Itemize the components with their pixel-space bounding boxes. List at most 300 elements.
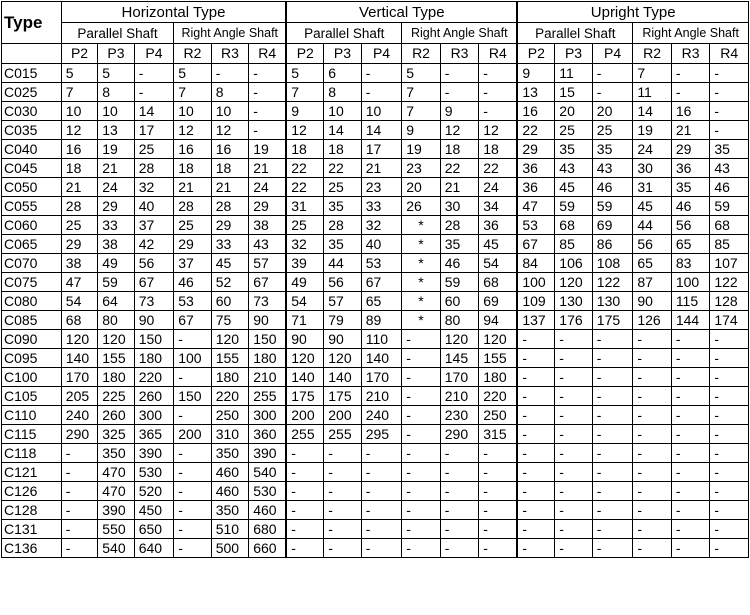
table-cell: 80 bbox=[440, 311, 479, 330]
table-cell: 69 bbox=[479, 292, 518, 311]
table-cell: - bbox=[517, 330, 554, 349]
table-cell: 43 bbox=[555, 159, 592, 178]
table-cell: 59 bbox=[98, 273, 134, 292]
table-cell: 22 bbox=[440, 159, 479, 178]
table-cell: 175 bbox=[592, 311, 633, 330]
column-header-r4: R4 bbox=[249, 44, 287, 64]
table-cell: 180 bbox=[98, 368, 134, 387]
table-cell: 9 bbox=[517, 64, 554, 83]
table-cell: 12 bbox=[211, 121, 248, 140]
table-cell: - bbox=[710, 482, 749, 501]
row-type-label: C025 bbox=[2, 83, 62, 102]
table-cell: 650 bbox=[134, 520, 174, 539]
table-cell: 640 bbox=[134, 539, 174, 558]
table-cell: - bbox=[633, 425, 672, 444]
table-cell: 200 bbox=[324, 406, 361, 425]
table-cell: - bbox=[517, 463, 554, 482]
table-cell: - bbox=[671, 330, 710, 349]
table-cell: - bbox=[555, 387, 592, 406]
table-cell: - bbox=[592, 368, 633, 387]
table-cell: 46 bbox=[710, 178, 749, 197]
table-cell: - bbox=[402, 368, 441, 387]
table-cell: 52 bbox=[211, 273, 248, 292]
header-row-shafts bbox=[2, 23, 749, 44]
table-cell: 59 bbox=[710, 197, 749, 216]
table-cell: 175 bbox=[286, 387, 323, 406]
table-cell: 120 bbox=[211, 330, 248, 349]
table-cell: 21 bbox=[440, 178, 479, 197]
table-cell: 29 bbox=[61, 235, 97, 254]
table-cell: 21 bbox=[361, 159, 402, 178]
table-cell: - bbox=[633, 368, 672, 387]
table-cell: 110 bbox=[361, 330, 402, 349]
table-cell: 155 bbox=[479, 349, 518, 368]
table-cell: 660 bbox=[249, 539, 287, 558]
table-cell: 120 bbox=[479, 330, 518, 349]
table-cell: 450 bbox=[134, 501, 174, 520]
table-cell: 150 bbox=[134, 330, 174, 349]
table-cell: - bbox=[402, 406, 441, 425]
table-cell: 90 bbox=[286, 330, 323, 349]
table-cell: - bbox=[710, 539, 749, 558]
column-header-p2: P2 bbox=[517, 44, 554, 64]
table-cell: 57 bbox=[249, 254, 287, 273]
table-cell: 22 bbox=[286, 178, 323, 197]
table-cell: 37 bbox=[134, 216, 174, 235]
table-cell: 200 bbox=[174, 425, 211, 444]
table-cell: 140 bbox=[324, 368, 361, 387]
table-cell: - bbox=[671, 387, 710, 406]
table-cell: - bbox=[61, 539, 97, 558]
table-cell: 35 bbox=[671, 178, 710, 197]
column-header-p3: P3 bbox=[98, 44, 134, 64]
table-cell: 390 bbox=[134, 444, 174, 463]
table-cell: 32 bbox=[286, 235, 323, 254]
table-cell: 36 bbox=[479, 216, 518, 235]
table-cell: 21 bbox=[174, 178, 211, 197]
table-row bbox=[2, 83, 749, 102]
column-header-r2: R2 bbox=[633, 44, 672, 64]
table-cell: 16 bbox=[211, 140, 248, 159]
table-cell: 7 bbox=[402, 83, 441, 102]
table-cell: 28 bbox=[211, 197, 248, 216]
table-cell: 510 bbox=[211, 520, 248, 539]
table-cell: 29 bbox=[174, 235, 211, 254]
table-cell: 5 bbox=[402, 64, 441, 83]
table-cell: 59 bbox=[440, 273, 479, 292]
table-cell: - bbox=[61, 520, 97, 539]
table-cell: 90 bbox=[633, 292, 672, 311]
row-type-label: C060 bbox=[2, 216, 62, 235]
table-cell: 390 bbox=[249, 444, 287, 463]
table-cell: - bbox=[710, 425, 749, 444]
table-cell: - bbox=[555, 539, 592, 558]
table-cell: - bbox=[710, 83, 749, 102]
table-cell: - bbox=[592, 83, 633, 102]
row-type-label: C050 bbox=[2, 178, 62, 197]
table-cell: 75 bbox=[211, 311, 248, 330]
table-cell: - bbox=[61, 482, 97, 501]
table-cell: 69 bbox=[592, 216, 633, 235]
table-cell: 56 bbox=[134, 254, 174, 273]
table-cell: - bbox=[592, 349, 633, 368]
table-cell: - bbox=[671, 349, 710, 368]
table-cell: 530 bbox=[134, 463, 174, 482]
table-cell: 5 bbox=[98, 64, 134, 83]
table-cell: 28 bbox=[324, 216, 361, 235]
table-cell: - bbox=[440, 520, 479, 539]
table-cell: * bbox=[402, 254, 441, 273]
table-cell: - bbox=[671, 482, 710, 501]
table-cell: 85 bbox=[555, 235, 592, 254]
table-cell: 120 bbox=[324, 349, 361, 368]
table-cell: 23 bbox=[361, 178, 402, 197]
table-cell: 16 bbox=[174, 140, 211, 159]
table-cell: 225 bbox=[98, 387, 134, 406]
table-cell: 120 bbox=[555, 273, 592, 292]
table-cell: 180 bbox=[249, 349, 287, 368]
table-cell: 54 bbox=[286, 292, 323, 311]
table-row bbox=[2, 482, 749, 501]
table-cell: - bbox=[633, 387, 672, 406]
table-cell: - bbox=[555, 349, 592, 368]
table-cell: 29 bbox=[671, 140, 710, 159]
row-type-label: C115 bbox=[2, 425, 62, 444]
table-cell: 32 bbox=[134, 178, 174, 197]
table-cell: 28 bbox=[134, 159, 174, 178]
table-cell: - bbox=[710, 64, 749, 83]
row-type-label: C040 bbox=[2, 140, 62, 159]
table-cell: 520 bbox=[134, 482, 174, 501]
table-cell: 83 bbox=[671, 254, 710, 273]
table-cell: - bbox=[555, 330, 592, 349]
table-cell: 28 bbox=[61, 197, 97, 216]
row-type-label: C095 bbox=[2, 349, 62, 368]
table-cell: - bbox=[324, 501, 361, 520]
row-type-label: C128 bbox=[2, 501, 62, 520]
table-cell: - bbox=[710, 121, 749, 140]
table-cell: - bbox=[174, 463, 211, 482]
table-cell: - bbox=[61, 444, 97, 463]
table-cell: 39 bbox=[286, 254, 323, 273]
table-cell: 54 bbox=[479, 254, 518, 273]
table-cell: - bbox=[671, 520, 710, 539]
table-cell: 25 bbox=[286, 216, 323, 235]
table-cell: 15 bbox=[555, 83, 592, 102]
table-cell: 250 bbox=[211, 406, 248, 425]
table-cell: 210 bbox=[361, 387, 402, 406]
table-cell: - bbox=[633, 482, 672, 501]
table-cell: 540 bbox=[249, 463, 287, 482]
table-cell: 7 bbox=[174, 83, 211, 102]
table-cell: 170 bbox=[61, 368, 97, 387]
table-cell: 43 bbox=[249, 235, 287, 254]
table-row bbox=[2, 292, 749, 311]
table-cell: - bbox=[402, 482, 441, 501]
table-row bbox=[2, 425, 749, 444]
table-cell: 240 bbox=[61, 406, 97, 425]
table-cell: - bbox=[249, 64, 287, 83]
table-cell: - bbox=[671, 539, 710, 558]
table-cell: 18 bbox=[174, 159, 211, 178]
group-upright-type: Upright Type bbox=[517, 2, 748, 23]
table-cell: - bbox=[361, 501, 402, 520]
table-cell: 300 bbox=[134, 406, 174, 425]
table-cell: - bbox=[479, 520, 518, 539]
table-cell: - bbox=[174, 406, 211, 425]
type-header: Type bbox=[2, 2, 62, 44]
type-column-spacer bbox=[2, 44, 62, 64]
table-cell: 680 bbox=[249, 520, 287, 539]
table-cell: - bbox=[517, 444, 554, 463]
row-type-label: C015 bbox=[2, 64, 62, 83]
table-cell: 46 bbox=[592, 178, 633, 197]
group-horizontal-type: Horizontal Type bbox=[61, 2, 286, 23]
table-cell: 90 bbox=[249, 311, 287, 330]
table-cell: 49 bbox=[98, 254, 134, 273]
table-cell: - bbox=[174, 520, 211, 539]
table-cell: 200 bbox=[286, 406, 323, 425]
table-cell: 87 bbox=[633, 273, 672, 292]
table-cell: 18 bbox=[479, 140, 518, 159]
table-cell: 16 bbox=[517, 102, 554, 121]
table-cell: - bbox=[517, 349, 554, 368]
table-cell: 30 bbox=[440, 197, 479, 216]
table-cell: 10 bbox=[361, 102, 402, 121]
table-cell: - bbox=[517, 368, 554, 387]
table-cell: 470 bbox=[98, 482, 134, 501]
table-row bbox=[2, 235, 749, 254]
table-cell: 29 bbox=[517, 140, 554, 159]
table-cell: - bbox=[633, 406, 672, 425]
table-cell: 205 bbox=[61, 387, 97, 406]
table-cell: - bbox=[517, 482, 554, 501]
vertical-parallel-shaft: Parallel Shaft bbox=[286, 23, 402, 44]
table-cell: 46 bbox=[440, 254, 479, 273]
table-cell: - bbox=[402, 330, 441, 349]
table-cell: 13 bbox=[98, 121, 134, 140]
table-cell: - bbox=[710, 102, 749, 121]
row-type-label: C085 bbox=[2, 311, 62, 330]
table-cell: 25 bbox=[61, 216, 97, 235]
table-cell: - bbox=[402, 520, 441, 539]
table-cell: 22 bbox=[517, 121, 554, 140]
table-cell: 220 bbox=[134, 368, 174, 387]
row-type-label: C131 bbox=[2, 520, 62, 539]
table-cell: - bbox=[440, 501, 479, 520]
table-cell: 108 bbox=[592, 254, 633, 273]
table-row bbox=[2, 273, 749, 292]
table-row bbox=[2, 254, 749, 273]
table-cell: 47 bbox=[61, 273, 97, 292]
table-cell: - bbox=[402, 463, 441, 482]
table-cell: 45 bbox=[555, 178, 592, 197]
table-cell: 21 bbox=[61, 178, 97, 197]
table-cell: - bbox=[633, 463, 672, 482]
table-cell: 10 bbox=[174, 102, 211, 121]
table-cell: 30 bbox=[633, 159, 672, 178]
table-cell: 12 bbox=[286, 121, 323, 140]
table-cell: - bbox=[211, 64, 248, 83]
table-body bbox=[2, 64, 749, 558]
table-cell: 126 bbox=[633, 311, 672, 330]
table-cell: 7 bbox=[633, 64, 672, 83]
table-cell: 25 bbox=[174, 216, 211, 235]
row-type-label: C035 bbox=[2, 121, 62, 140]
table-cell: - bbox=[517, 387, 554, 406]
table-cell: - bbox=[555, 520, 592, 539]
table-cell: 100 bbox=[517, 273, 554, 292]
table-cell: 67 bbox=[174, 311, 211, 330]
table-cell: 80 bbox=[98, 311, 134, 330]
table-cell: - bbox=[710, 387, 749, 406]
table-cell: - bbox=[592, 444, 633, 463]
table-cell: - bbox=[286, 444, 323, 463]
table-cell: 350 bbox=[211, 501, 248, 520]
table-cell: 11 bbox=[555, 64, 592, 83]
table-cell: 10 bbox=[211, 102, 248, 121]
table-cell: 5 bbox=[174, 64, 211, 83]
table-cell: 295 bbox=[361, 425, 402, 444]
column-header-p3: P3 bbox=[324, 44, 361, 64]
table-cell: - bbox=[479, 482, 518, 501]
table-cell: 500 bbox=[211, 539, 248, 558]
table-cell: 5 bbox=[286, 64, 323, 83]
table-cell: 255 bbox=[249, 387, 287, 406]
table-cell: 57 bbox=[324, 292, 361, 311]
table-cell: 18 bbox=[211, 159, 248, 178]
table-cell: 128 bbox=[710, 292, 749, 311]
table-cell: 390 bbox=[98, 501, 134, 520]
table-cell: 150 bbox=[174, 387, 211, 406]
table-cell: - bbox=[324, 444, 361, 463]
table-cell: 19 bbox=[98, 140, 134, 159]
table-cell: - bbox=[710, 520, 749, 539]
table-cell: - bbox=[517, 501, 554, 520]
table-cell: 120 bbox=[440, 330, 479, 349]
row-type-label: C136 bbox=[2, 539, 62, 558]
table-cell: - bbox=[671, 406, 710, 425]
table-cell: - bbox=[671, 368, 710, 387]
table-cell: - bbox=[671, 83, 710, 102]
table-cell: 11 bbox=[633, 83, 672, 102]
table-cell: 130 bbox=[555, 292, 592, 311]
table-cell: - bbox=[361, 463, 402, 482]
table-row bbox=[2, 539, 749, 558]
table-cell: 71 bbox=[286, 311, 323, 330]
table-cell: 14 bbox=[633, 102, 672, 121]
table-cell: - bbox=[592, 387, 633, 406]
table-cell: 21 bbox=[249, 159, 287, 178]
table-cell: 37 bbox=[174, 254, 211, 273]
table-cell: - bbox=[61, 463, 97, 482]
table-cell: 550 bbox=[98, 520, 134, 539]
table-cell: 530 bbox=[249, 482, 287, 501]
table-cell: - bbox=[633, 349, 672, 368]
table-cell: - bbox=[633, 330, 672, 349]
upright-parallel-shaft: Parallel Shaft bbox=[517, 23, 633, 44]
column-header-p2: P2 bbox=[61, 44, 97, 64]
table-cell: 24 bbox=[98, 178, 134, 197]
table-row bbox=[2, 387, 749, 406]
table-cell: - bbox=[592, 406, 633, 425]
table-cell: 33 bbox=[211, 235, 248, 254]
row-type-label: C126 bbox=[2, 482, 62, 501]
table-cell: 144 bbox=[671, 311, 710, 330]
table-cell: 36 bbox=[517, 159, 554, 178]
table-cell: 42 bbox=[134, 235, 174, 254]
table-cell: - bbox=[555, 425, 592, 444]
table-cell: 34 bbox=[479, 197, 518, 216]
table-cell: 60 bbox=[440, 292, 479, 311]
table-cell: 35 bbox=[592, 140, 633, 159]
table-cell: - bbox=[710, 368, 749, 387]
table-cell: - bbox=[710, 444, 749, 463]
table-cell: 8 bbox=[324, 83, 361, 102]
table-cell: 255 bbox=[324, 425, 361, 444]
table-cell: 300 bbox=[249, 406, 287, 425]
table-cell: 35 bbox=[710, 140, 749, 159]
table-cell: 67 bbox=[249, 273, 287, 292]
table-cell: - bbox=[440, 444, 479, 463]
table-cell: 53 bbox=[174, 292, 211, 311]
table-cell: 180 bbox=[134, 349, 174, 368]
table-cell: 18 bbox=[61, 159, 97, 178]
table-cell: 180 bbox=[211, 368, 248, 387]
table-cell: 14 bbox=[324, 121, 361, 140]
table-cell: - bbox=[324, 520, 361, 539]
table-cell: 16 bbox=[61, 140, 97, 159]
table-cell: - bbox=[592, 482, 633, 501]
table-cell: - bbox=[517, 425, 554, 444]
table-cell: 19 bbox=[633, 121, 672, 140]
table-cell: 29 bbox=[249, 197, 287, 216]
table-cell: - bbox=[440, 83, 479, 102]
table-cell: - bbox=[517, 406, 554, 425]
column-header-p4: P4 bbox=[134, 44, 174, 64]
table-cell: - bbox=[361, 520, 402, 539]
table-cell: - bbox=[592, 539, 633, 558]
table-cell: - bbox=[671, 463, 710, 482]
table-cell: 31 bbox=[286, 197, 323, 216]
table-cell: 9 bbox=[440, 102, 479, 121]
table-cell: - bbox=[361, 539, 402, 558]
table-row bbox=[2, 349, 749, 368]
table-row bbox=[2, 121, 749, 140]
table-row bbox=[2, 520, 749, 539]
table-cell: 67 bbox=[361, 273, 402, 292]
table-cell: 25 bbox=[555, 121, 592, 140]
table-cell: 255 bbox=[286, 425, 323, 444]
table-cell: 140 bbox=[361, 349, 402, 368]
table-cell: 310 bbox=[211, 425, 248, 444]
table-cell: 176 bbox=[555, 311, 592, 330]
table-cell: - bbox=[402, 539, 441, 558]
table-cell: 45 bbox=[479, 235, 518, 254]
table-cell: 122 bbox=[710, 273, 749, 292]
table-cell: 43 bbox=[710, 159, 749, 178]
table-cell: 115 bbox=[671, 292, 710, 311]
table-cell: - bbox=[249, 83, 287, 102]
table-cell: 44 bbox=[633, 216, 672, 235]
table-cell: 33 bbox=[361, 197, 402, 216]
table-cell: - bbox=[402, 444, 441, 463]
row-type-label: C090 bbox=[2, 330, 62, 349]
table-cell: - bbox=[671, 64, 710, 83]
column-header-r4: R4 bbox=[710, 44, 749, 64]
table-cell: 73 bbox=[249, 292, 287, 311]
table-cell: 10 bbox=[61, 102, 97, 121]
